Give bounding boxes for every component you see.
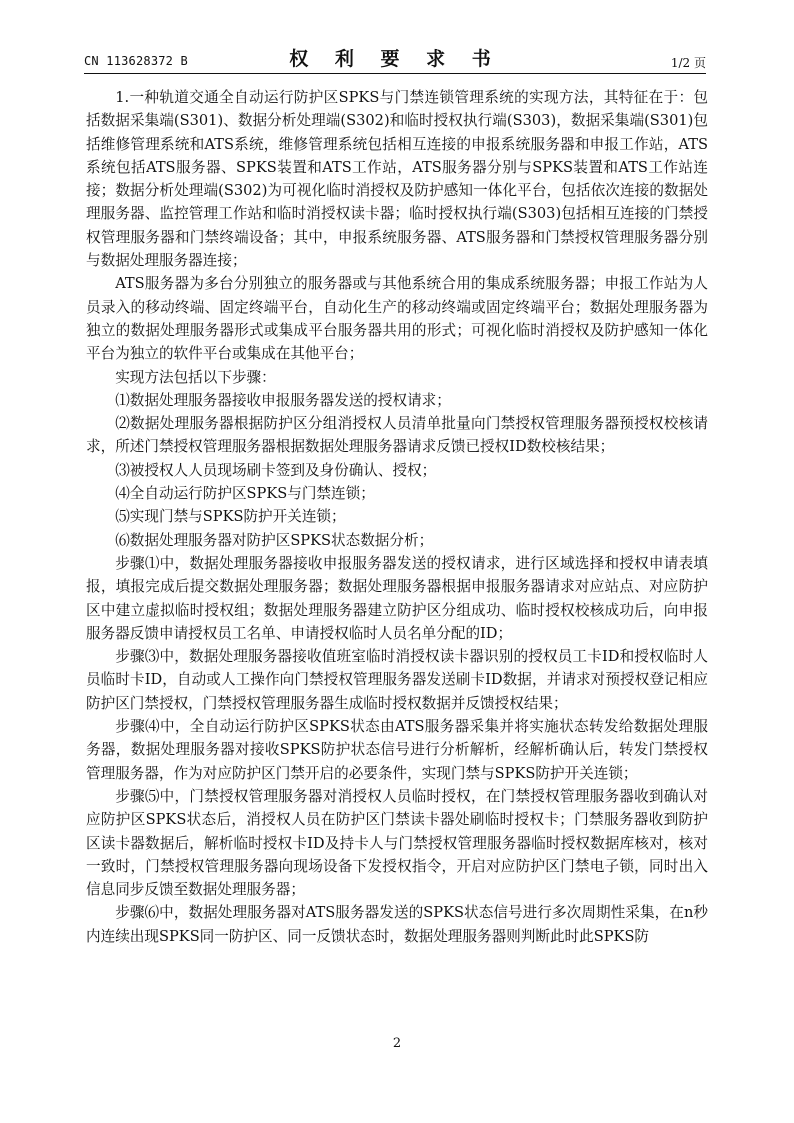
document-title: 权 利 要 求 书 — [289, 48, 501, 70]
header-rule — [84, 73, 706, 74]
paragraph: ATS服务器为多台分别独立的服务器或与其他系统合用的集成系统服务器；申报工作站为人员录入的移动终端、固定终端平台，自动化生产的移动终端或固定终端平台；数据处理服务器为独立的数据处理服务器形式或集成平台服务器共用的形式；可视化临时消授权及防护感知一体化平台为独立的软件平台或集成在其他平台； — [86, 275, 708, 363]
page-number: 2 — [392, 1036, 402, 1051]
paragraph: 1.一种轨道交通全自动运行防护区SPKS与门禁连锁管理系统的实现方法，其特征在于：包括数据采集端(S301)、数据分析处理端(S302)和临时授权执行端(S303)，数据采集端(S301)包括维修管理系统和ATS系统，维修管理系统包括相互连接的申报系统服务器和申报工作站，ATS系统包括ATS服务器、SPKS装置和ATS工作站，ATS服务器分别与SPKS装置和ATS工作站连接；数据分析处理端(S302)为可视化临时消授权及防护感知一体化平台，包括依次连接的数据处理服务器、监控管理工作站和临时消授权读卡器；临时授权执行端(S303)包括相互连接的门禁授权管理服务器和门禁终端设备；其中，申报系统服务器、ATS服务器和门禁授权管理服务器分别与数据处理服务器连接； — [86, 89, 708, 270]
paragraph: ⑹数据处理服务器对防护区SPKS状态数据分析； — [115, 531, 434, 549]
page-info: 1/2 页 — [670, 56, 706, 70]
paragraph: ⑴数据处理服务器接收申报服务器发送的授权请求； — [115, 391, 451, 409]
paragraph: 实现方法包括以下步骤： — [115, 368, 276, 386]
patent-number: CN 113628372 B — [84, 54, 188, 68]
paragraph: 步骤⑹中，数据处理服务器对ATS服务器发送的SPKS状态信号进行多次周期性采集，在n秒内连续出现SPKS同一防护区、同一反馈状态时，数据处理服务器则判断此时此SPKS防 — [86, 904, 708, 945]
claims-body — [86, 86, 708, 948]
page-header — [84, 44, 706, 74]
paragraph: ⑸实现门禁与SPKS防护开关连锁； — [115, 508, 346, 526]
paragraph: ⑶被授权人人员现场刷卡签到及身份确认、授权； — [115, 461, 437, 479]
paragraph: 步骤⑸中，门禁授权管理服务器对消授权人员临时授权，在门禁授权管理服务器收到确认对应防护区SPKS状态后，消授权人员在防护区门禁读卡器处刷临时授权卡；门禁服务器收到防护区读卡器数据后，解析临时授权卡ID及持卡人与门禁授权管理服务器临时授权数据库核对，核对一致时，门禁授权管理服务器向现场设备下发授权指令，开启对应防护区门禁电子锁，同时出入信息同步反馈至数据处理服务器； — [86, 787, 708, 899]
paragraph: ⑵数据处理服务器根据防护区分组消授权人员清单批量向门禁授权管理服务器预授权校核请求，所述门禁授权管理服务器根据数据处理服务器请求反馈已授权ID数校核结果； — [86, 415, 708, 456]
paragraph: 步骤⑴中，数据处理服务器接收申报服务器发送的授权请求，进行区域选择和授权申请表填报，填报完成后提交数据处理服务器；数据处理服务器根据申报服务器请求对应站点、对应防护区中建立虚拟临时授权组；数据处理服务器建立防护区分组成功、临时授权校核成功后，向申报服务器反馈申请授权员工名单、申请授权临时人员名单分配的ID； — [86, 554, 708, 642]
paragraph: 步骤⑶中，数据处理服务器接收值班室临时消授权读卡器识别的授权员工卡ID和授权临时人员临时卡ID，自动或人工操作向门禁授权管理服务器发送刷卡ID数据，并请求对预授权登记相应防护区门禁授权，门禁授权管理服务器生成临时授权数据并反馈授权结果； — [86, 648, 708, 712]
paragraph: 步骤⑷中，全自动运行防护区SPKS状态由ATS服务器采集并将实施状态转发给数据处理服务器，数据处理服务器对接收SPKS防护状态信号进行分析解析，经解析确认后，转发门禁授权管理服务器，作为对应防护区门禁开启的必要条件，实现门禁与SPKS防护开关连锁； — [86, 718, 708, 782]
paragraph: ⑷全自动运行防护区SPKS与门禁连锁； — [115, 485, 375, 503]
